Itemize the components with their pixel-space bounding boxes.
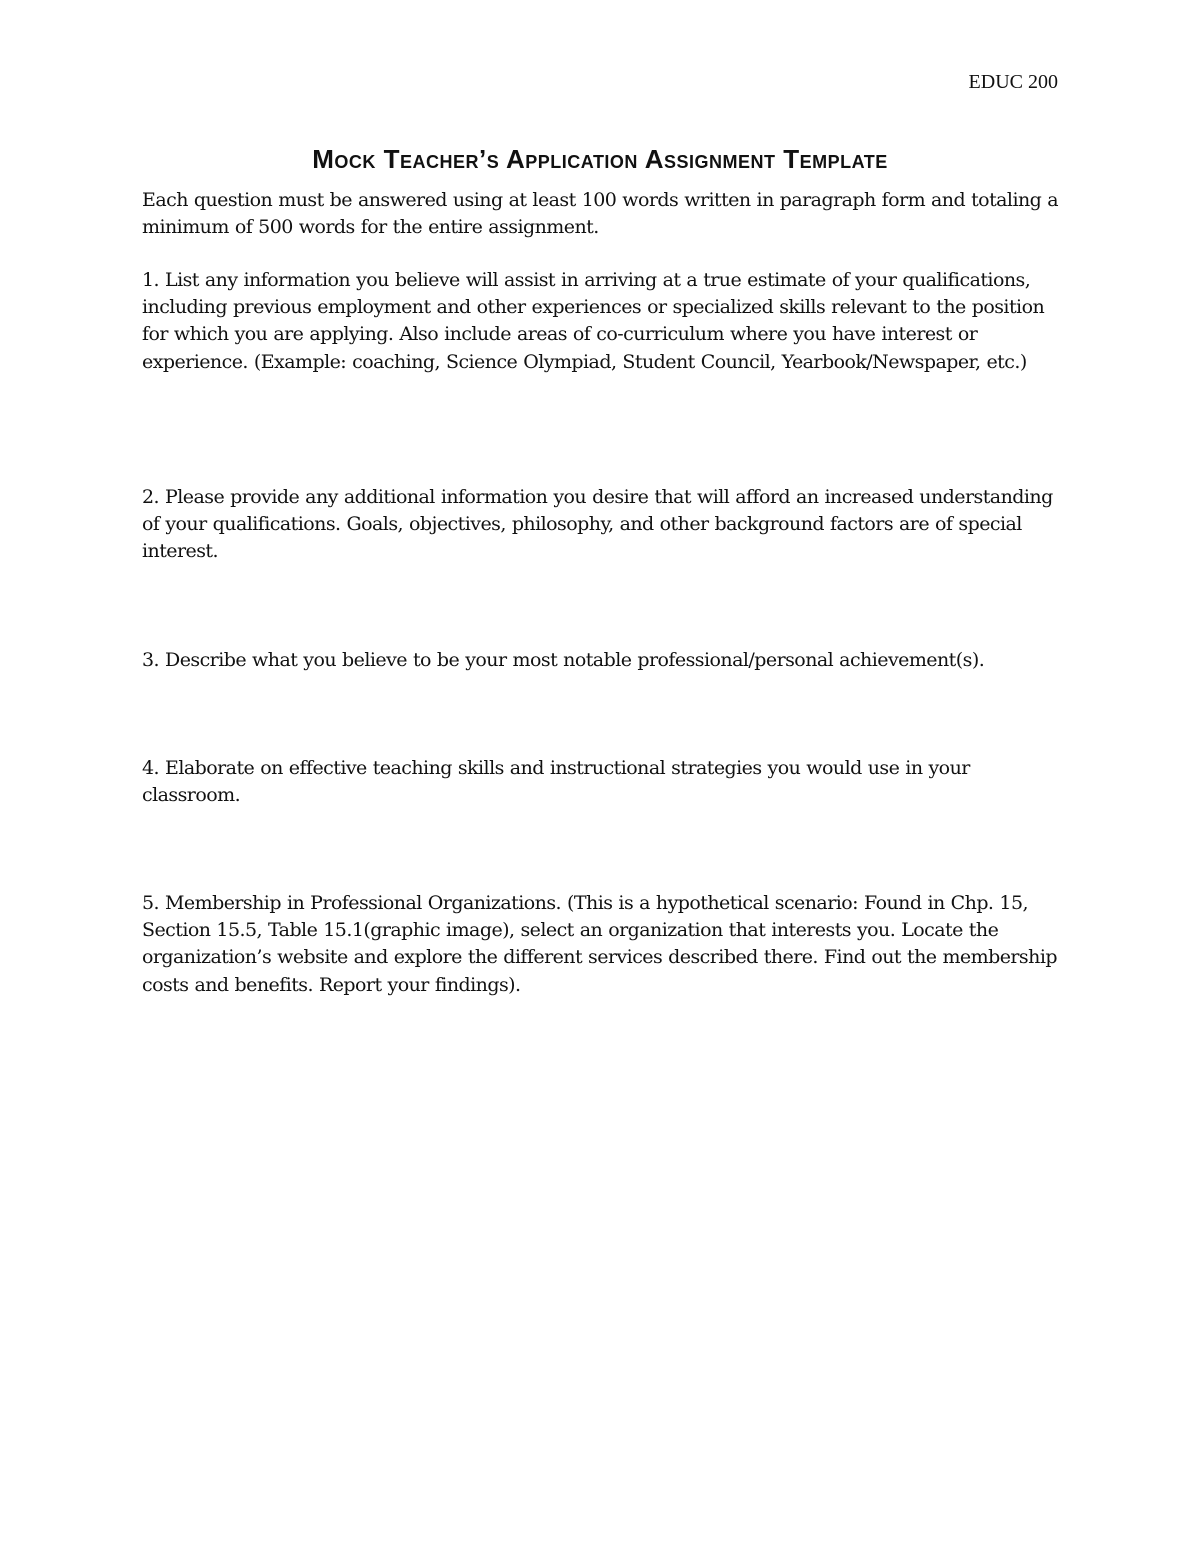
course-code: EDUC 200 — [968, 71, 1058, 93]
assignment-instructions: Each question must be answered using at least 100 words written in paragraph form and totaling a minimum of 500 words for the entire assignment. — [142, 189, 1059, 239]
question-3: 3. Describe what you believe to be your most notable professional/personal achievement(s). — [142, 649, 985, 671]
question-5: 5. Membership in Professional Organizations. (This is a hypothetical scenario: Found in Chp. 15, Section 15.5, Table 15.1(graphic image), select an organization that interests you. Locate the organization’s website and explore the different services described there. Find out the membership costs and benefits. Report your findings). — [142, 892, 1057, 996]
question-1: 1. List any information you believe will assist in arriving at a true estimate of your qualifications, including previous employment and other experiences or specialized skills relevant to the position for which you are applying. Also include areas of co-curriculum where you have interest or experience. (Example: coaching, Science Olympiad, Student Council, Yearbook/Newspaper, etc.) — [142, 269, 1045, 373]
question-4: 4. Elaborate on effective teaching skills and instructional strategies you would use in your classroom. — [142, 757, 970, 807]
document-title: Mock Teacher’s Application Assignment Template — [312, 144, 888, 174]
question-2: 2. Please provide any additional information you desire that will afford an increased understanding of your qualifications. Goals, objectives, philosophy, and other background factors are of special interest. — [142, 486, 1053, 563]
